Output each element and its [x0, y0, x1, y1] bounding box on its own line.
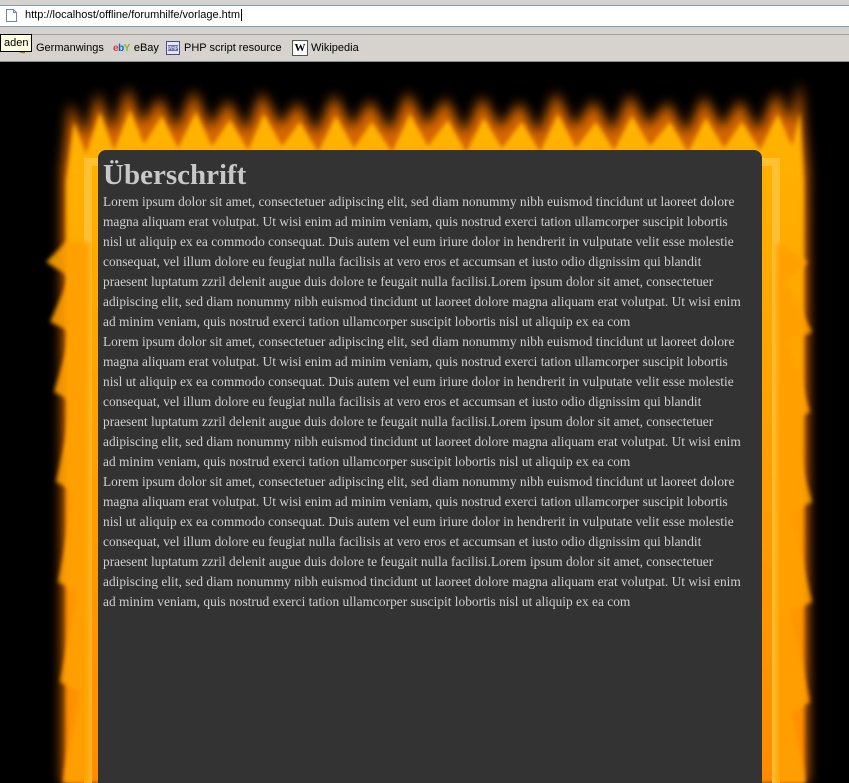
content-panel — [98, 150, 762, 783]
bookmark-label: Wikipedia — [311, 42, 359, 54]
ebay-icon: ebY — [113, 43, 130, 54]
bookmark-label: eBay — [133, 42, 159, 54]
page-viewport[interactable] — [0, 62, 849, 783]
svg-text:PHP: PHP — [168, 46, 178, 53]
page-icon — [6, 9, 17, 22]
body-paragraph: Lorem ipsum dolor sit amet, consectetuer adipiscing elit, sed diam nonummy nibh euismod tincidunt ut laoreet dolore magna aliquam erat volutpat. Ut wisi enim ad minim veniam, quis nostrud exerci tation ullamcorper suscipit lobortis nisl ut aliquip ex ea commodo consequat. Duis autem vel eum iriure dolor in hendrerit in vulputate velit esse molestie consequat, vel illum dolore eu feugiat nulla facilisis at vero eros et accumsan et iusto odio dignissim qui blandit praesent luptatum zzril delenit augue duis dolore te feugait nulla facilisi.Lorem ipsum dolor sit amet, consectetuer adipiscing elit, sed diam nonummy nibh euismod tincidunt ut laoreet dolore magna aliquam erat volutpat. Ut wisi enim ad minim veniam, quis nostrud exerci tation ullamcorper suscipit lobortis nisl ut aliquip ex ea com — [103, 334, 741, 469]
bookmark-label: Germanwings — [36, 42, 104, 54]
bookmarks-toolbar — [0, 35, 849, 62]
wikipedia-icon: W — [292, 40, 308, 56]
page-heading: Überschrift — [103, 159, 247, 191]
bookmark-label: PHP script resource — [184, 42, 282, 54]
body-paragraph: Lorem ipsum dolor sit amet, consectetuer adipiscing elit, sed diam nonummy nibh euismod tincidunt ut laoreet dolore magna aliquam erat volutpat. Ut wisi enim ad minim veniam, quis nostrud exerci tation ullamcorper suscipit lobortis nisl ut aliquip ex ea commodo consequat. Duis autem vel eum iriure dolor in hendrerit in vulputate velit esse molestie consequat, vel illum dolore eu feugiat nulla facilisis at vero eros et accumsan et iusto odio dignissim qui blandit praesent luptatum zzril delenit augue duis dolore te feugait nulla facilisi.Lorem ipsum dolor sit amet, consectetuer adipiscing elit, sed diam nonummy nibh euismod tincidunt ut laoreet dolore magna aliquam erat volutpat. Ut wisi enim ad minim veniam, quis nostrud exerci tation ullamcorper suscipit lobortis nisl ut aliquip ex ea com — [103, 474, 741, 609]
url-field[interactable] — [0, 5, 849, 27]
bookmark-ebay[interactable] — [113, 40, 159, 56]
body-paragraph: Lorem ipsum dolor sit amet, consectetuer adipiscing elit, sed diam nonummy nibh euismod tincidunt ut laoreet dolore magna aliquam erat volutpat. Ut wisi enim ad minim veniam, quis nostrud exerci tation ullamcorper suscipit lobortis nisl ut aliquip ex ea commodo consequat. Duis autem vel eum iriure dolor in hendrerit in vulputate velit esse molestie consequat, vel illum dolore eu feugiat nulla facilisis at vero eros et accumsan et iusto odio dignissim qui blandit praesent luptatum zzril delenit augue duis dolore te feugait nulla facilisi.Lorem ipsum dolor sit amet, consectetuer adipiscing elit, sed diam nonummy nibh euismod tincidunt ut laoreet dolore magna aliquam erat volutpat. Ut wisi enim ad minim veniam, quis nostrud exerci tation ullamcorper suscipit lobortis nisl ut aliquip ex ea com — [103, 194, 741, 329]
bookmark-wikipedia[interactable] — [292, 40, 359, 56]
php-icon — [166, 41, 180, 55]
url-text: http://localhost/offline/forumhilfe/vorlage.htm — [25, 9, 241, 21]
bookmark-php-script-resource[interactable] — [166, 40, 282, 56]
status-tooltip: aden — [0, 34, 32, 52]
address-bar — [0, 0, 849, 35]
